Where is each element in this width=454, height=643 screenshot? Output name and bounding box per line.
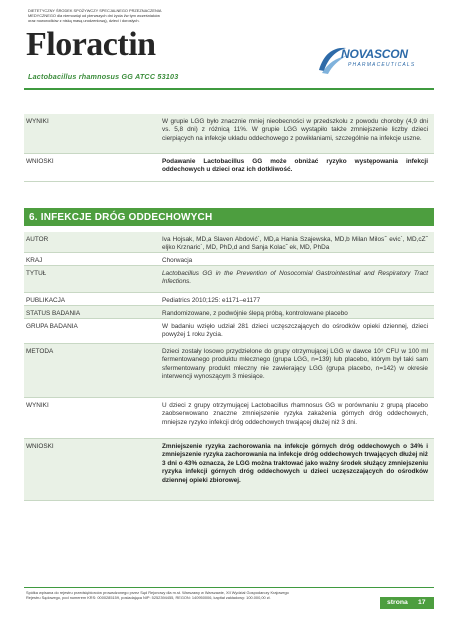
row-label: WYNIKI [26, 402, 49, 409]
row-value: Iva Hojsak, MD,a Slaven Abdović´, MD,a Hania Szajewska, MD,b Milan Milosˇ evic´, MD,cZˇ eljko Krznaric´, MD, PhD,d and Sanja Kolacˇ ek, MD, PhDa [162, 236, 428, 252]
study-table [24, 232, 434, 501]
company-registration [26, 590, 366, 601]
row-value: Randomizowane, z podwójnie ślepą próbą, kontrolowane placebo [162, 310, 348, 317]
row-value: Lactobacillus GG in the Prevention of Nosocomial Gastrointestinal and Respiratory Tract Infections. [162, 270, 428, 286]
row-label: TYTUŁ [26, 270, 47, 277]
row-label: AUTOR [26, 236, 49, 243]
table-row [24, 266, 434, 293]
row-label: METODA [26, 348, 54, 355]
table-row [24, 154, 434, 182]
row-value: W badaniu wzięło udział 281 dzieci uczęszczających do ośrodków opieki dziennej, dzieci powyżej 1 roku życia. [162, 323, 428, 339]
strain-name: Lactobacillus rhamnosus GG ATCC 53103 [28, 72, 179, 81]
row-label: WYNIKI [26, 118, 49, 125]
table-row [24, 293, 434, 306]
row-value: Dzieci zostały losowo przydzielone do grupy otrzymującej LGG w dawce 10⁹ CFU w 100 ml fermentowanego produktu mlecznego (grupa LGG, n=139) lub placebo, którym był taki sam sfermentowany produkt mleczny nie zawierający LGG (grupa placebo, n=142) w okresie interwencji wynoszącym 3 miesiące. [162, 348, 428, 381]
row-value: Podawanie Lactobacillus GG może obniżać ryzyko występowania infekcji oddechowych u dzieci oraz ich dotkliwość. [162, 158, 428, 174]
row-label: GRUPA BADANIA [26, 323, 78, 330]
row-value: W grupie LGG było znacznie mniej nieobecności w przedszkolu z powodu choroby (4,9 dni vs. 5,8 dni) z różnicą 11%. W grupie LGG wystąpiło także zmniejszenie liczby dzieci cierpiących na infekcje układu oddechowego z powikłaniami, szczególnie na infekcje uszne. [162, 118, 428, 142]
table-row [24, 114, 434, 154]
page-header [0, 0, 454, 92]
page-number: 17 [418, 599, 426, 606]
novascon-logo [316, 45, 434, 79]
section-title: 6. INFEKCJE DRÓG ODDECHOWYCH [29, 212, 213, 223]
logo-subtitle: PHARMACEUTICALS [348, 62, 416, 68]
row-value: Zmniejszenie ryzyka zachorowania na infekcje górnych dróg oddechowych o 34% i zmniejszenie ryzyka zachorowania na infekcje dróg oddechowych trwających dłużej niż 3 dni o 43% oznacza, że LGG można traktować jako ważny środek służący zmniejszeniu ryzyka infekcji górnych dróg oddechowych u dzieci uczęszczających do ośrodków dziennej opieki zbiorowej. [162, 443, 429, 484]
row-value: U dzieci z grupy otrzymującej Lactobacillus rhamnosus GG w porównaniu z grupą placebo zaobserwowano znaczne zmniejszenie ryzyka zakażenia górnych dróg oddechowych, mniejsze ryzyko infekcji dróg oddechowych trwającej dłużej niż 3 dni. [162, 402, 428, 426]
row-label: PUBLIKACJA [26, 297, 66, 304]
logo-name: NOVASCON [341, 47, 408, 61]
table-row [24, 344, 434, 398]
table-row [24, 232, 434, 253]
product-description [28, 9, 228, 24]
page-label: strona [387, 599, 408, 606]
row-label: WNIOSKI [26, 443, 54, 450]
table-row [24, 319, 434, 344]
header-divider [24, 88, 434, 90]
product-description-line: DIETETYCZNY ŚRODEK SPOŻYWCZY SPECJALNEGO PRZEZNACZENIA [28, 8, 162, 13]
footer-divider [24, 587, 434, 588]
row-label: WNIOSKI [26, 158, 54, 165]
section-header [24, 208, 434, 226]
table-row [24, 306, 434, 319]
previous-study-table [24, 114, 434, 182]
row-label: KRAJ [26, 257, 43, 264]
product-description-line: MEDYCZNEGO dla niemowląt od pierwszych dni życia i/w tym wcześniaków [28, 12, 160, 18]
row-value: Chorwacja [162, 257, 193, 264]
table-row [24, 398, 434, 439]
page-number-badge [380, 597, 434, 609]
registration-line: Rejestru Sądowego, pod numerem KRS: 0000285159, posiadająca NIP: 5252394455, REGON: 140950006, kapitał zakładowy: 100.000,00 zł. [26, 595, 271, 601]
row-label: STATUS BADANIA [26, 310, 81, 317]
registration-line: Spółka wpisana do rejestru przedsiębiorców prowadzonego przez Sąd Rejonowy dla m.st. Warszawy w Warszawie, XII Wydział Gospodarczy Krajowego [26, 590, 289, 595]
brand-title: Floractin [26, 26, 156, 63]
row-value: Pediatrics 2010;125: e1171–e1177 [162, 297, 261, 304]
table-row [24, 439, 434, 501]
table-row [24, 253, 434, 266]
product-description-line: oraz noworodków z niską masą urodzeniową), dzieci i dorosłych. [28, 17, 140, 23]
